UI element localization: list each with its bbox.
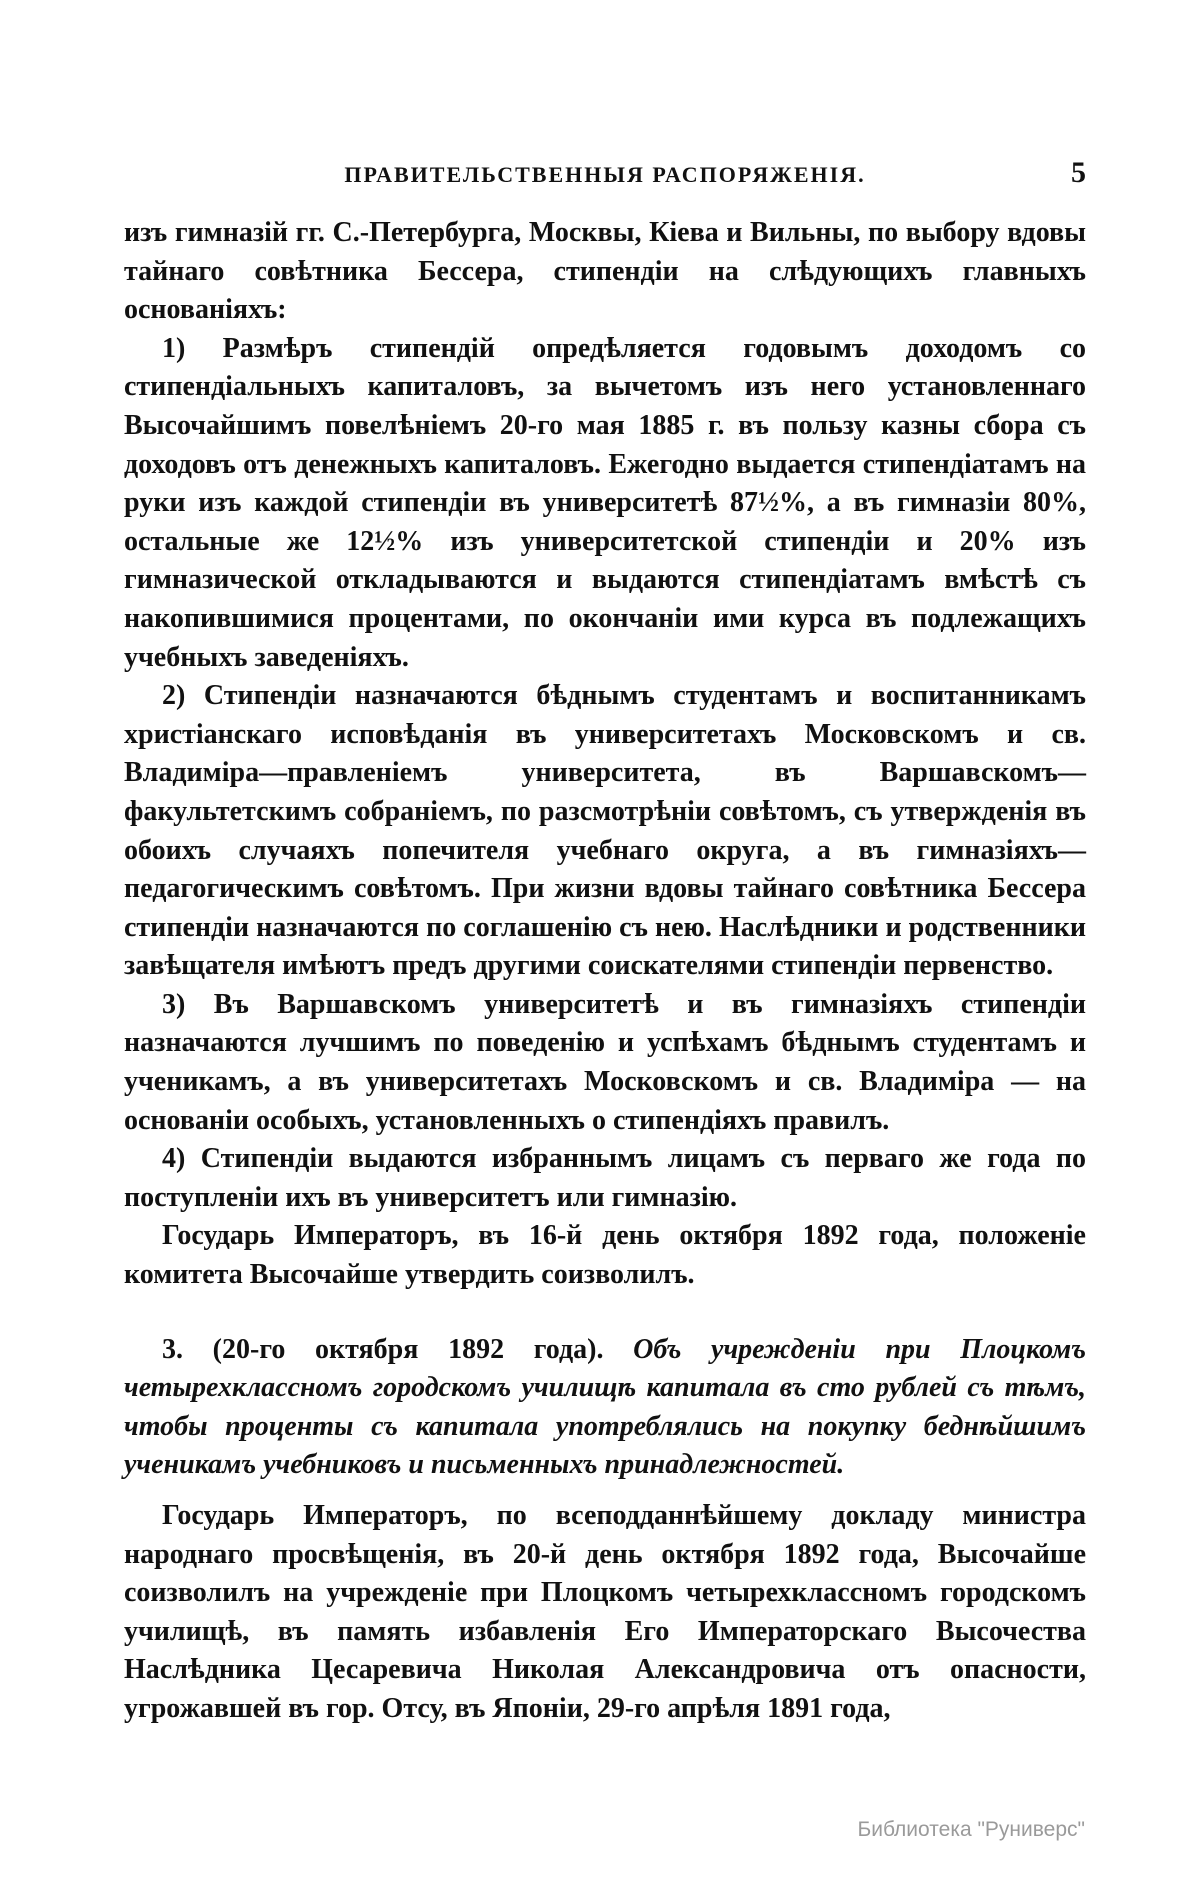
running-title: ПРАВИТЕЛЬСТВЕННЫЯ РАСПОРЯЖЕНІЯ.	[344, 162, 866, 187]
section-3-title: Объ учрежденіи при Плоцкомъ четырехклассномъ городскомъ училищѣ капитала въ сто рублей съ тѣмъ, чтобы проценты съ капитала употреблялись на покупку беднѣйшимъ ученикамъ учебниковъ и письменныхъ принадлежностей.	[124, 1333, 1086, 1481]
section-3-paragraph: Государь Императоръ, по всеподданнѣйшему докладу министра народнаго просвѣщенія, въ 20-й день октября 1892 года, Высочайше соизволилъ на учрежденіе при Плоцкомъ четырехклассномъ городскомъ училищѣ, въ память избавленія Его Императорскаго Высочества Наслѣдника Цесаревича Николая Александровича отъ опасности, угрожавшей въ гор. Отсу, въ Японіи, 29-го апрѣля 1891 года,	[124, 1500, 1086, 1724]
section-3-heading	[124, 1331, 1086, 1485]
paragraph-clause-4: 4) Стипендіи выдаются избраннымъ лицамъ съ перваго же года по поступленіи ихъ въ университетъ или гимназію.	[124, 1143, 1086, 1213]
running-head	[124, 156, 1086, 196]
paragraph-clause-3: 3) Въ Варшавскомъ университетѣ и въ гимназіяхъ стипендіи назначаются лучшимъ по поведенію и успѣхамъ бѣднымъ студентамъ и ученикамъ, а въ университетахъ Московскомъ и св. Владиміра — на основаніи особыхъ, установленныхъ о стипендіяхъ правилъ.	[124, 988, 1086, 1136]
library-watermark: Библиотека "Руниверс"	[857, 1818, 1085, 1841]
paragraph-continuation: изъ гимназій гг. С.-Петербурга, Москвы, Кіева и Вильны, по выбору вдовы тайнаго совѣтника Бессера, стипендіи на слѣдующихъ главныхъ основаніяхъ:	[124, 217, 1086, 326]
section-gap	[124, 1295, 1086, 1331]
page-number: 5	[1071, 156, 1086, 189]
body-text	[124, 214, 1086, 1729]
paragraph-approval: Государь Императоръ, въ 16-й день октября 1892 года, положеніе комитета Высочайше утвердить соизволилъ.	[124, 1220, 1086, 1291]
paragraph-clause-1: 1) Размѣръ стипендій опредѣляется годовымъ доходомъ со стипендіальныхъ капиталовъ, за вычетомъ изъ него установленнаго Высочайшимъ повелѣніемъ 20-го мая 1885 г. въ пользу казны сбора съ доходовъ отъ денежныхъ капиталовъ. Ежегодно выдается стипендіатамъ на руки изъ каждой стипендіи въ университетѣ 87½%, а въ гимназіи 80%, остальные же 12½% изъ университетской стипендіи и 20% изъ гимназической откладываются и выдаются стипендіатамъ вмѣстѣ съ накопившимися процентами, по окончаніи ими курса въ подлежащихъ учебныхъ заведеніяхъ.	[124, 332, 1086, 673]
paragraph-clause-2: 2) Стипендіи назначаются бѣднымъ студентамъ и воспитанникамъ христіанскаго исповѣданія въ университетахъ Московскомъ и св. Владиміра—правленіемъ университета, въ Варшавскомъ—факультетскимъ собраніемъ, по разсмотрѣніи совѣтомъ, съ утвержденія въ обоихъ случаяхъ попечителя учебнаго округа, а въ гимназіяхъ—педагогическимъ совѣтомъ. При жизни вдовы тайнаго совѣтника Бессера стипендіи назначаются по соглашенію съ нею. Наслѣдники и родственники завѣщателя имѣютъ предъ другими соискателями стипендіи первенство.	[124, 680, 1086, 982]
section-3-lead: 3. (20-го октября 1892 года).	[162, 1333, 634, 1365]
